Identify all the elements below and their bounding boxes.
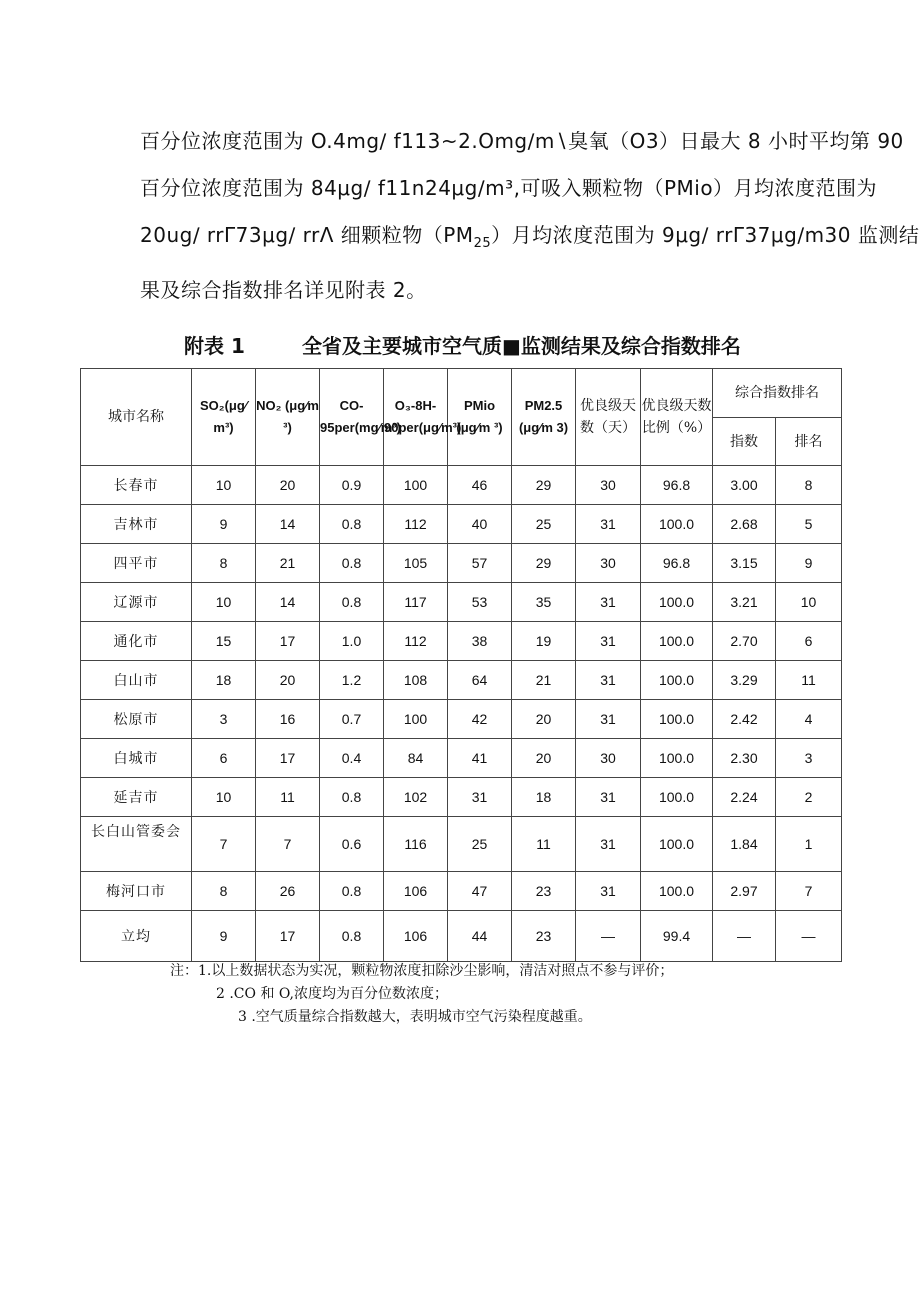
note-line: 注：1.以上数据状态为实况，颗粒物浓度扣除沙尘影响，清洁对照点不参与评价； <box>170 963 674 979</box>
cell-co: 0.8 <box>320 544 384 583</box>
cell-pm10: 40 <box>448 505 512 544</box>
cell-so2: 8 <box>192 872 256 911</box>
cell-no2: 16 <box>256 700 320 739</box>
cell-co: 0.8 <box>320 911 384 962</box>
cell-no2: 20 <box>256 466 320 505</box>
table-row <box>81 872 842 911</box>
cell-so2: 10 <box>192 778 256 817</box>
cell-city: 长春市 <box>81 466 192 505</box>
cell-co: 1.2 <box>320 661 384 700</box>
cell-no2: 7 <box>256 817 320 872</box>
cell-good-ratio: 96.8 <box>641 466 713 505</box>
table-row <box>81 700 842 739</box>
cell-pm25: 25 <box>512 505 576 544</box>
table-title: 全省及主要城市空气质■监测结果及综合指数排名 <box>302 334 741 358</box>
table-caption <box>0 330 920 360</box>
cell-good-days: 30 <box>576 544 641 583</box>
paragraph-fragment: 20ug∕ rrΓ73μg∕ rrΛ 细颗粒物（PM <box>140 223 474 247</box>
cell-so2: 9 <box>192 911 256 962</box>
cell-pm10: 46 <box>448 466 512 505</box>
header-good-ratio: 优良级天数比例（%） <box>641 369 713 466</box>
paragraph-fragment: ）月均浓度范围为 9μg∕ rrΓ37μg∕m30 监测结 <box>491 223 920 247</box>
cell-rank: 3 <box>776 739 842 778</box>
cell-index: 2.68 <box>713 505 776 544</box>
cell-pm10: 64 <box>448 661 512 700</box>
paragraph-line: 果及综合指数排名详见附表 2。 <box>140 278 427 302</box>
header-pm10: PMio (μg∕m ³) <box>448 369 512 466</box>
cell-rank: 4 <box>776 700 842 739</box>
cell-good-days: 30 <box>576 739 641 778</box>
table-row <box>81 583 842 622</box>
table-row <box>81 505 842 544</box>
cell-o3: 112 <box>384 505 448 544</box>
cell-so2: 10 <box>192 466 256 505</box>
cell-rank: 2 <box>776 778 842 817</box>
cell-index: 2.42 <box>713 700 776 739</box>
cell-co: 0.8 <box>320 505 384 544</box>
cell-pm25: 21 <box>512 661 576 700</box>
cell-so2: 9 <box>192 505 256 544</box>
cell-city: 通化市 <box>81 622 192 661</box>
cell-o3: 100 <box>384 700 448 739</box>
paragraph-line: 百分位浓度范围为 O.4mg∕ f113~2.Omg∕m∖臭氧（O3）日最大 8 小时平均第 90 <box>140 129 904 153</box>
cell-so2: 15 <box>192 622 256 661</box>
cell-co: 0.8 <box>320 872 384 911</box>
cell-o3: 106 <box>384 911 448 962</box>
cell-rank: 11 <box>776 661 842 700</box>
cell-no2: 14 <box>256 583 320 622</box>
cell-index: 2.24 <box>713 778 776 817</box>
cell-rank: — <box>776 911 842 962</box>
cell-pm10: 47 <box>448 872 512 911</box>
table-row <box>81 622 842 661</box>
table-row <box>81 911 842 962</box>
cell-no2: 11 <box>256 778 320 817</box>
cell-so2: 18 <box>192 661 256 700</box>
cell-pm25: 23 <box>512 911 576 962</box>
cell-index: 2.30 <box>713 739 776 778</box>
pm25-subscript: 25 <box>473 236 492 251</box>
cell-o3: 116 <box>384 817 448 872</box>
cell-city: 松原市 <box>81 700 192 739</box>
cell-no2: 26 <box>256 872 320 911</box>
cell-good-ratio: 100.0 <box>641 622 713 661</box>
cell-o3: 108 <box>384 661 448 700</box>
cell-good-days: 30 <box>576 466 641 505</box>
cell-so2: 10 <box>192 583 256 622</box>
cell-o3: 106 <box>384 872 448 911</box>
cell-good-days: 31 <box>576 817 641 872</box>
header-city: 城市名称 <box>81 369 192 466</box>
cell-rank: 10 <box>776 583 842 622</box>
cell-pm10: 53 <box>448 583 512 622</box>
cell-pm25: 29 <box>512 544 576 583</box>
cell-o3: 84 <box>384 739 448 778</box>
cell-co: 0.8 <box>320 778 384 817</box>
cell-pm25: 11 <box>512 817 576 872</box>
cell-co: 0.6 <box>320 817 384 872</box>
header-so2: SO₂(μg∕ m³) <box>192 369 256 466</box>
cell-co: 0.7 <box>320 700 384 739</box>
cell-co: 0.9 <box>320 466 384 505</box>
cell-good-ratio: 100.0 <box>641 739 713 778</box>
cell-so2: 3 <box>192 700 256 739</box>
cell-pm10: 44 <box>448 911 512 962</box>
cell-good-days: 31 <box>576 622 641 661</box>
cell-pm25: 29 <box>512 466 576 505</box>
cell-index: 3.21 <box>713 583 776 622</box>
cell-good-ratio: 100.0 <box>641 583 713 622</box>
cell-no2: 17 <box>256 739 320 778</box>
cell-index: 3.29 <box>713 661 776 700</box>
paragraph-line: 百分位浓度范围为 84μg∕ f11n24μg∕m³,可吸入颗粒物（PMio）月均浓度范围为 <box>140 176 878 200</box>
cell-no2: 21 <box>256 544 320 583</box>
table-row <box>81 544 842 583</box>
table-number: 附表 1 <box>184 334 245 358</box>
cell-city: 长白山管委会 <box>81 817 192 872</box>
cell-o3: 100 <box>384 466 448 505</box>
cell-rank: 9 <box>776 544 842 583</box>
cell-city: 白山市 <box>81 661 192 700</box>
cell-good-days: 31 <box>576 700 641 739</box>
header-index: 指数 <box>713 418 776 466</box>
cell-pm10: 31 <box>448 778 512 817</box>
table-notes <box>170 960 673 1029</box>
cell-pm10: 42 <box>448 700 512 739</box>
header-pm25: PM2.5 (μg∕m 3) <box>512 369 576 466</box>
cell-no2: 14 <box>256 505 320 544</box>
cell-good-ratio: 100.0 <box>641 817 713 872</box>
table-row <box>81 778 842 817</box>
cell-no2: 17 <box>256 622 320 661</box>
cell-pm25: 18 <box>512 778 576 817</box>
cell-pm25: 19 <box>512 622 576 661</box>
paragraph-line <box>140 212 920 267</box>
cell-index: 2.70 <box>713 622 776 661</box>
cell-pm10: 25 <box>448 817 512 872</box>
cell-good-ratio: 100.0 <box>641 661 713 700</box>
cell-no2: 20 <box>256 661 320 700</box>
cell-good-days: 31 <box>576 505 641 544</box>
cell-city: 辽源市 <box>81 583 192 622</box>
cell-good-days: 31 <box>576 778 641 817</box>
cell-rank: 6 <box>776 622 842 661</box>
cell-co: 0.4 <box>320 739 384 778</box>
cell-good-ratio: 100.0 <box>641 778 713 817</box>
cell-pm10: 41 <box>448 739 512 778</box>
cell-so2: 7 <box>192 817 256 872</box>
cell-good-ratio: 100.0 <box>641 872 713 911</box>
cell-good-ratio: 100.0 <box>641 505 713 544</box>
cell-pm25: 35 <box>512 583 576 622</box>
cell-pm10: 57 <box>448 544 512 583</box>
header-rank: 排名 <box>776 418 842 466</box>
cell-index: 1.84 <box>713 817 776 872</box>
cell-so2: 6 <box>192 739 256 778</box>
table-row <box>81 661 842 700</box>
cell-rank: 1 <box>776 817 842 872</box>
cell-index: 3.00 <box>713 466 776 505</box>
cell-city: 白城市 <box>81 739 192 778</box>
cell-index: 3.15 <box>713 544 776 583</box>
cell-so2: 8 <box>192 544 256 583</box>
cell-good-days: 31 <box>576 872 641 911</box>
cell-rank: 8 <box>776 466 842 505</box>
cell-no2: 17 <box>256 911 320 962</box>
cell-co: 0.8 <box>320 583 384 622</box>
header-composite: 综合指数排名 <box>713 369 842 418</box>
cell-o3: 102 <box>384 778 448 817</box>
header-co: CO-95per(mg∕m³) <box>320 369 384 466</box>
header-good-days: 优良级天数（天） <box>576 369 641 466</box>
cell-pm25: 20 <box>512 739 576 778</box>
note-line: 2 .CO 和 O,浓度均为百分位数浓度； <box>216 986 449 1002</box>
table-row <box>81 817 842 872</box>
cell-good-days: — <box>576 911 641 962</box>
cell-o3: 105 <box>384 544 448 583</box>
cell-good-days: 31 <box>576 583 641 622</box>
cell-pm10: 38 <box>448 622 512 661</box>
cell-city: 延吉市 <box>81 778 192 817</box>
table-row <box>81 739 842 778</box>
cell-city: 吉林市 <box>81 505 192 544</box>
cell-co: 1.0 <box>320 622 384 661</box>
cell-good-ratio: 96.8 <box>641 544 713 583</box>
cell-good-ratio: 100.0 <box>641 700 713 739</box>
cell-city: 梅河口市 <box>81 872 192 911</box>
cell-o3: 112 <box>384 622 448 661</box>
cell-city: 立均 <box>81 911 192 962</box>
header-o3: O₃-8H-90per(μg∕m³) <box>384 369 448 466</box>
cell-good-days: 31 <box>576 661 641 700</box>
cell-rank: 7 <box>776 872 842 911</box>
cell-index: — <box>713 911 776 962</box>
air-quality-table <box>80 368 842 962</box>
cell-pm25: 20 <box>512 700 576 739</box>
cell-o3: 117 <box>384 583 448 622</box>
intro-paragraph <box>140 118 920 314</box>
cell-good-ratio: 99.4 <box>641 911 713 962</box>
header-no2: NO₂ (μg∕m ³) <box>256 369 320 466</box>
cell-index: 2.97 <box>713 872 776 911</box>
table-row <box>81 466 842 505</box>
cell-rank: 5 <box>776 505 842 544</box>
note-line: 3 .空气质量综合指数越大，表明城市空气污染程度越重。 <box>238 1009 592 1025</box>
cell-city: 四平市 <box>81 544 192 583</box>
cell-pm25: 23 <box>512 872 576 911</box>
